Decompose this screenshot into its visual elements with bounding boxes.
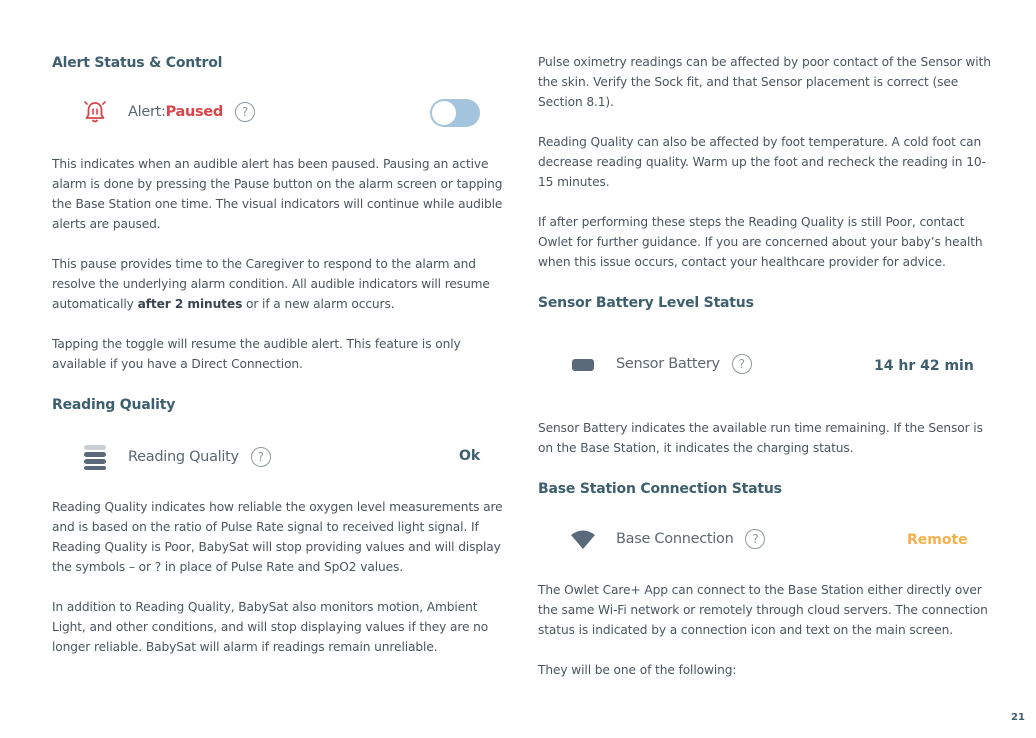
connection-paragraph-2: They will be one of the following: (538, 663, 737, 677)
reading-quality-heading: Reading Quality (52, 397, 176, 413)
reading-paragraph-2: In addition to Reading Quality, BabySat also monitors motion, Ambient Light, and other conditions, and will stop displaying values if they are no longer reliable. BabySat will alarm if readings remain unreliable. (52, 600, 489, 654)
alert-paragraph-2-bold: after 2 minutes (137, 297, 243, 311)
help-circle-icon[interactable]: ? (732, 354, 752, 374)
right-paragraph-3: If after performing these steps the Reading Quality is still Poor, contact Owlet for further guidance. If you are concerned about your baby’s health when this issue occurs, contact your healthcare provider for advice. (538, 215, 983, 269)
base-connection-value: Remote (907, 532, 968, 548)
base-connection-label: Base Connection (616, 531, 734, 547)
alert-paragraph-2-tail: or if a new alarm occurs. (242, 297, 395, 311)
battery-icon (572, 357, 594, 371)
help-circle-icon[interactable]: ? (251, 447, 271, 467)
page-number: 21 (1011, 712, 1025, 723)
alert-label: Alert: (128, 104, 166, 120)
help-circle-icon[interactable]: ? (745, 529, 765, 549)
alert-paragraph-2-text: This pause provides time to the Caregiver to respond to the alarm and resolve the underlying alarm condition. All audible indicators will resume automatically (52, 257, 490, 311)
alert-pause-toggle[interactable] (430, 99, 480, 127)
battery-paragraph-1: Sensor Battery indicates the available run time remaining. If the Sensor is on the Base Station, it indicates the charging status. (538, 421, 983, 455)
toggle-knob (432, 101, 456, 125)
reading-quality-value: Ok (459, 448, 481, 464)
alert-paragraph-1: This indicates when an audible alert has been paused. Pausing an active alarm is done by pressing the Pause button on the alarm screen or tapping the Base Station one time. The visual indicators will continue while audible alerts are paused. (52, 157, 503, 231)
reading-quality-label: Reading Quality (128, 449, 239, 465)
signal-bars-icon (84, 444, 106, 470)
connection-paragraph-1: The Owlet Care+ App can connect to the Base Station either directly over the same Wi-Fi network or remotely through cloud servers. The connection status is indicated by a connection icon and text on the main screen. (538, 583, 988, 637)
alert-status-row (84, 100, 255, 124)
right-paragraph-2: Reading Quality can also be affected by foot temperature. A cold foot can decrease reading quality. Warm up the foot and recheck the reading in 10-15 minutes. (538, 135, 986, 189)
reading-quality-row (84, 444, 271, 470)
alert-status-heading: Alert Status & Control (52, 55, 223, 71)
alert-paragraph-3: Tapping the toggle will resume the audible alert. This feature is only available if you have a Direct Connection. (52, 337, 461, 371)
sensor-battery-label: Sensor Battery (616, 356, 720, 372)
help-circle-icon[interactable]: ? (235, 102, 255, 122)
reading-paragraph-1: Reading Quality indicates how reliable the oxygen level measurements are and is based on the ratio of Pulse Rate signal to received light signal. If Reading Quality is Poor, BabySat will stop providing values and will display the symbols – or ? in place of Pulse Rate and SpO2 values. (52, 500, 503, 574)
wifi-icon (570, 529, 596, 549)
alarm-bell-icon (84, 100, 106, 124)
base-connection-heading: Base Station Connection Status (538, 481, 782, 497)
base-connection-row (570, 529, 765, 549)
sensor-battery-heading: Sensor Battery Level Status (538, 295, 754, 311)
right-paragraph-1: Pulse oximetry readings can be affected by poor contact of the Sensor with the skin. Verify the Sock fit, and that Sensor placement is correct (see Section 8.1). (538, 55, 991, 109)
alert-paragraph-2 (52, 254, 507, 314)
sensor-battery-value: 14 hr 42 min (874, 358, 974, 374)
sensor-battery-row (572, 354, 752, 374)
alert-paused-status: Paused (165, 104, 223, 120)
